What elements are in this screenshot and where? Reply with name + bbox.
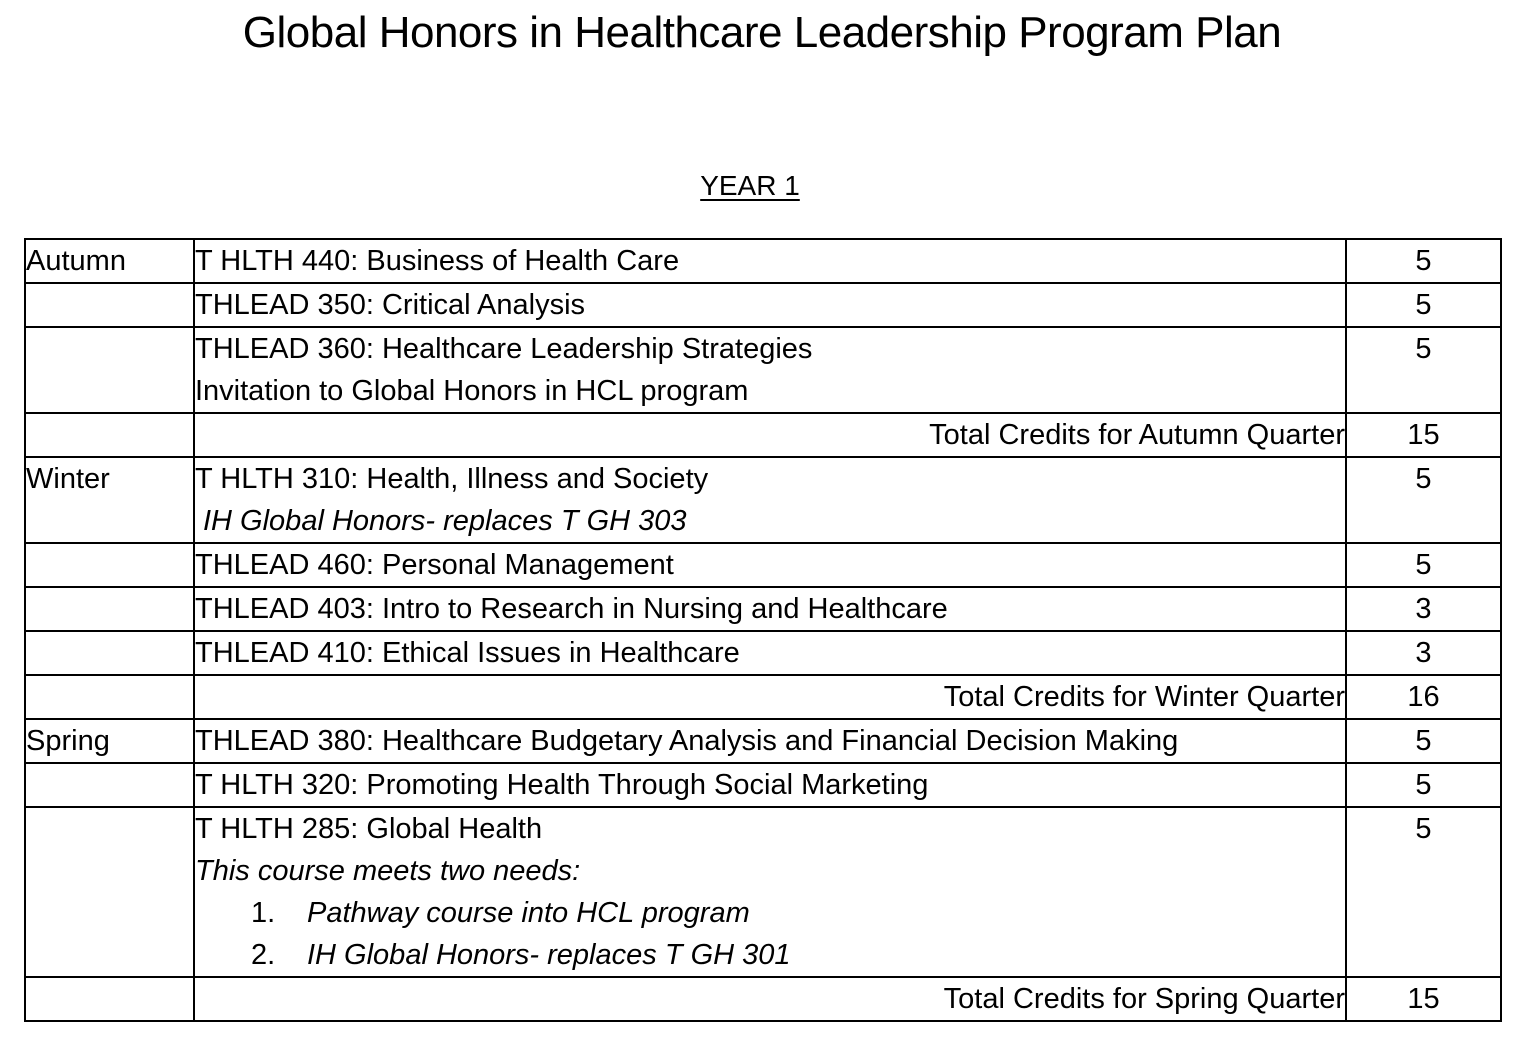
total-row	[25, 977, 1501, 1021]
course-cell: THLEAD 403: Intro to Research in Nursing and Healthcare	[194, 587, 1346, 631]
table-row	[25, 239, 1501, 283]
course-cell: T HLTH 320: Promoting Health Through Social Marketing	[194, 763, 1346, 807]
table-row	[25, 587, 1501, 631]
quarter-cell	[25, 807, 194, 977]
total-label: Total Credits for Autumn Quarter	[194, 413, 1346, 457]
course-cell	[194, 327, 1346, 413]
credits-cell: 5	[1346, 239, 1501, 283]
quarter-cell	[25, 543, 194, 587]
course-cell	[194, 457, 1346, 543]
course-cell: THLEAD 410: Ethical Issues in Healthcare	[194, 631, 1346, 675]
table-row	[25, 327, 1501, 413]
credits-cell: 5	[1346, 763, 1501, 807]
table-row	[25, 283, 1501, 327]
needs-list	[195, 892, 1345, 976]
list-text: Pathway course into HCL program	[307, 897, 750, 929]
page-title: Global Honors in Healthcare Leadership Program Plan	[242, 8, 1282, 57]
quarter-cell: Winter	[25, 457, 194, 543]
total-row	[25, 413, 1501, 457]
course-title: T HLTH 285: Global Health	[195, 813, 543, 845]
course-cell: THLEAD 350: Critical Analysis	[194, 283, 1346, 327]
credits-cell: 5	[1346, 807, 1501, 977]
table-row	[25, 807, 1501, 977]
quarter-cell	[25, 587, 194, 631]
quarter-cell	[25, 327, 194, 413]
table-row	[25, 763, 1501, 807]
credits-cell: 5	[1346, 543, 1501, 587]
course-note: This course meets two needs:	[195, 855, 581, 887]
list-item	[195, 892, 1345, 934]
credits-cell: 3	[1346, 631, 1501, 675]
total-label: Total Credits for Spring Quarter	[194, 977, 1346, 1021]
list-number: 2.	[251, 939, 276, 971]
total-row	[25, 675, 1501, 719]
table-row	[25, 457, 1501, 543]
empty-cell	[25, 413, 194, 457]
table-row	[25, 631, 1501, 675]
table-row	[25, 543, 1501, 587]
quarter-cell	[25, 283, 194, 327]
year-heading: YEAR 1	[700, 170, 800, 201]
quarter-cell: Autumn	[25, 239, 194, 283]
total-value: 15	[1346, 413, 1501, 457]
credits-cell: 3	[1346, 587, 1501, 631]
list-number: 1.	[251, 897, 276, 929]
course-cell: THLEAD 380: Healthcare Budgetary Analysis and Financial Decision Making	[194, 719, 1346, 763]
empty-cell	[25, 977, 194, 1021]
empty-cell	[25, 675, 194, 719]
quarter-cell	[25, 763, 194, 807]
program-plan-table	[24, 238, 1502, 1022]
course-title: THLEAD 360: Healthcare Leadership Strategies	[195, 333, 813, 365]
course-cell: T HLTH 440: Business of Health Care	[194, 239, 1346, 283]
total-value: 16	[1346, 675, 1501, 719]
credits-cell: 5	[1346, 457, 1501, 543]
credits-cell: 5	[1346, 283, 1501, 327]
course-title: T HLTH 310: Health, Illness and Society	[195, 463, 709, 495]
table-row	[25, 719, 1501, 763]
quarter-cell	[25, 631, 194, 675]
list-text: IH Global Honors- replaces T GH 301	[307, 939, 791, 971]
total-value: 15	[1346, 977, 1501, 1021]
total-label: Total Credits for Winter Quarter	[194, 675, 1346, 719]
course-cell: THLEAD 460: Personal Management	[194, 543, 1346, 587]
quarter-cell: Spring	[25, 719, 194, 763]
credits-cell: 5	[1346, 327, 1501, 413]
course-note: Invitation to Global Honors in HCL program	[195, 375, 749, 407]
list-item	[195, 934, 1345, 976]
course-note: IH Global Honors- replaces T GH 303	[203, 505, 687, 537]
course-cell	[194, 807, 1346, 977]
credits-cell: 5	[1346, 719, 1501, 763]
